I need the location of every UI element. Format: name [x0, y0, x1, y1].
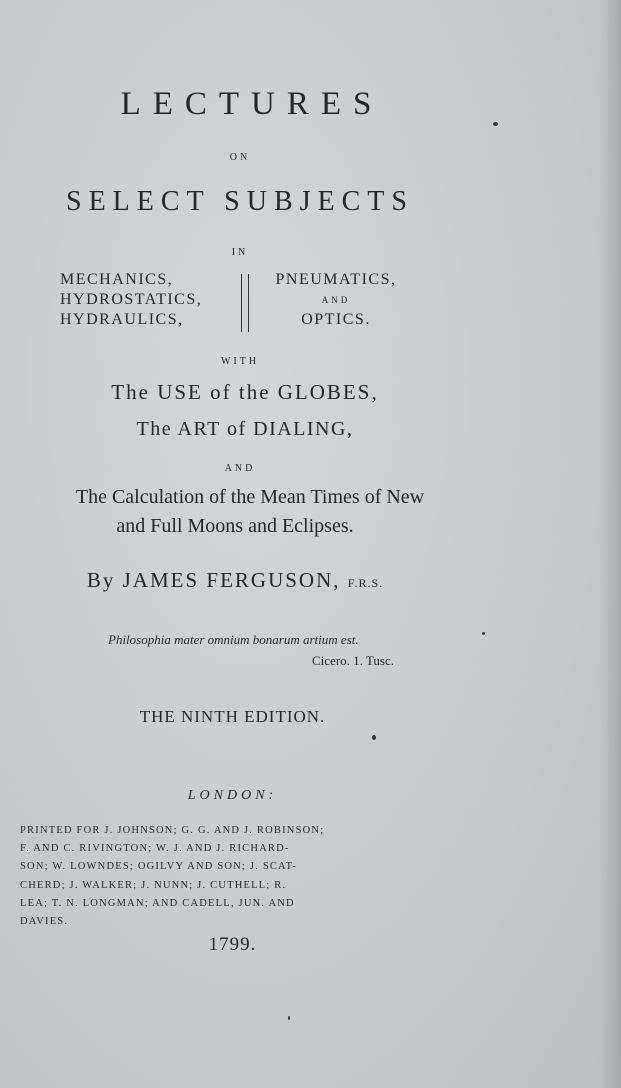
subject-optics: OPTICS.: [301, 311, 371, 328]
calculation-line: The Calculation of the Mean Times of New: [75, 486, 425, 508]
subject-hydrostatics: HYDROSTATICS,: [60, 291, 203, 308]
book-title-line-1: LECTURES: [120, 86, 384, 122]
subjects-block: [55, 270, 425, 336]
globes-line: The USE of the GLOBES,: [111, 380, 379, 404]
subject-and: AND: [321, 295, 351, 305]
publication-year: 1799.: [208, 934, 257, 955]
subject-mechanics: MECHANICS,: [60, 271, 174, 288]
edition-line: THE NINTH EDITION.: [139, 707, 326, 726]
word-in: IN: [231, 247, 249, 258]
subjects-left-column: [60, 270, 202, 330]
imprint-line: F. AND C. RIVINGTON; W. J. AND J. RICHARD-: [20, 843, 290, 855]
subject-hydraulics: HYDRAULICS,: [60, 311, 184, 328]
author-name: By JAMES FERGUSON,: [86, 568, 341, 592]
subject-pneumatics: PNEUMATICS,: [275, 271, 397, 288]
imprint-block: [20, 822, 450, 931]
imprint-line: LEA; T. N. LONGMAN; AND CADELL, JUN. AND: [20, 897, 295, 909]
moons-line: and Full Moons and Eclipses.: [116, 515, 354, 537]
paper-speck: [288, 1016, 290, 1020]
dialing-line: The ART of DIALING,: [136, 418, 354, 440]
paper-speck: [482, 632, 485, 635]
imprint-line: PRINTED FOR J. JOHNSON; G. G. AND J. ROBINSON;: [20, 825, 325, 836]
paper-speck: [493, 122, 498, 126]
imprint-line: SON; W. LOWNDES; OGILVY AND SON; J. SCAT-: [20, 861, 298, 873]
subjects-right-column: [251, 270, 421, 330]
latin-motto: Philosophia mater omnium bonarum artium est.: [108, 632, 359, 647]
motto-citation: Cicero. 1. Tusc.: [312, 653, 394, 668]
author-suffix: F.R.S.: [347, 576, 384, 590]
imprint-line: DAVIES.: [20, 916, 69, 928]
word-with: WITH: [220, 356, 260, 367]
imprint-city: LONDON:: [187, 788, 278, 803]
author-line: [0, 568, 470, 593]
book-title-line-2: SELECT SUBJECTS: [66, 186, 414, 217]
page-edge-shadow: [599, 0, 621, 1088]
word-and: AND: [224, 463, 256, 474]
double-rule-divider: [241, 274, 249, 332]
word-on: ON: [229, 152, 251, 163]
imprint-line: CHERD; J. WALKER; J. NUNN; J. CUTHELL; R.: [20, 879, 287, 891]
paper-speck: [372, 735, 376, 740]
